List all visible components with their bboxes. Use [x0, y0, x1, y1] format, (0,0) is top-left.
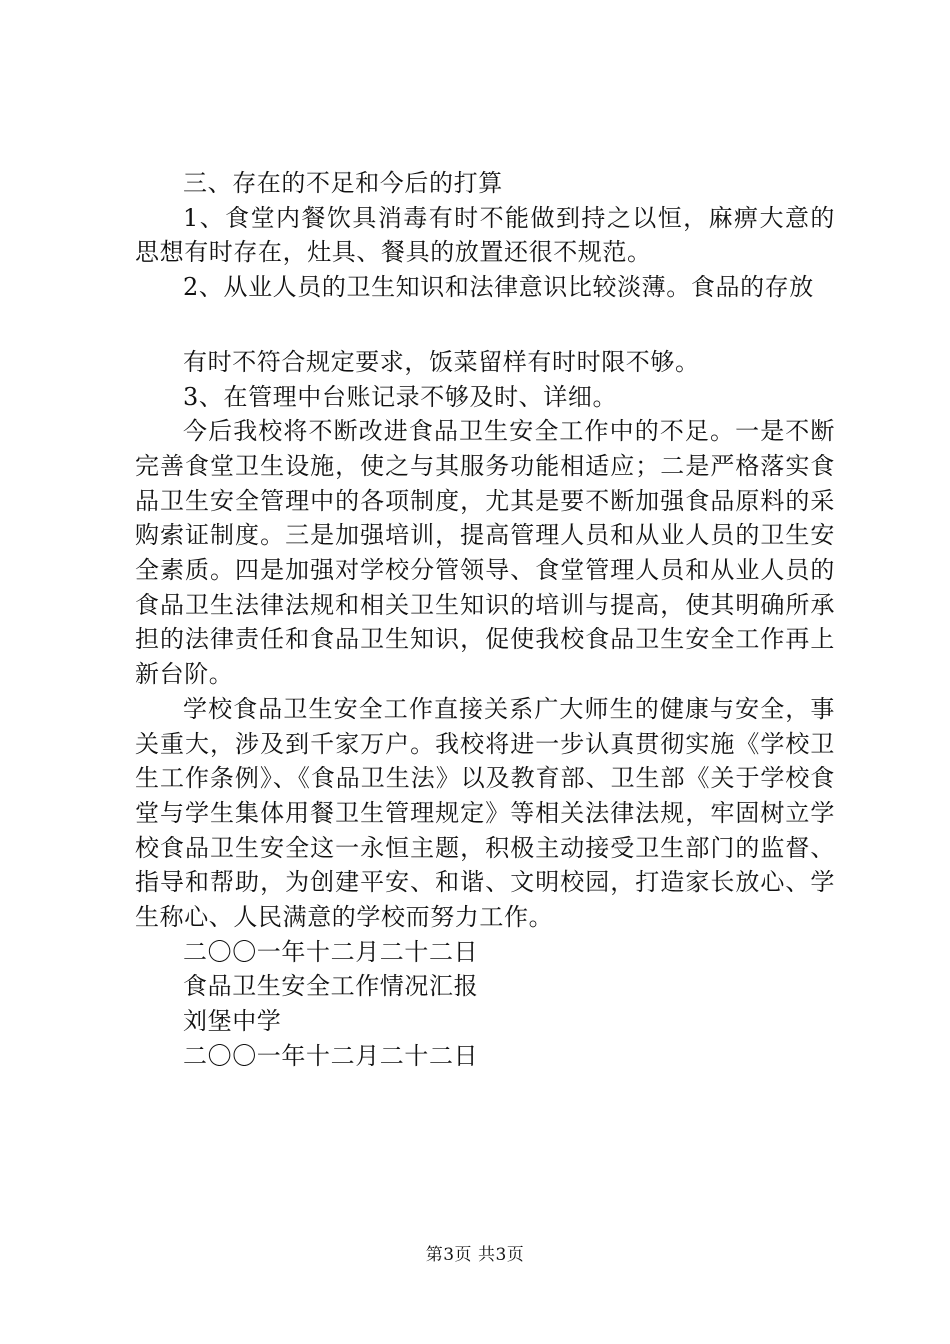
paragraph-item-1: 1、食堂内餐饮具消毒有时不能做到持之以恒，麻痹大意的思想有时存在，灶具、餐具的放置还很不规范。 [135, 203, 835, 267]
page-footer: 第3页 共3页 [425, 1245, 525, 1265]
paragraph-item-2: 2、从业人员的卫生知识和法律意识比较淡薄。食品的存放 [183, 273, 814, 302]
paragraph-improvements: 今后我校将不断改进食品卫生安全工作中的不足。一是不断完善食堂卫生设施，使之与其服务功能相适应；二是严格落实食品卫生安全管理中的各项制度，尤其是要不断加强食品原料的采购索证制度。三是加强培训，提高管理人员和从业人员的卫生安全素质。四是加强对学校分管领导、食堂管理人员和从业人员的食品卫生法律法规和相关卫生知识的培训与提高，使其明确所承担的法律责任和食品卫生知识，促使我校食品卫生安全工作再上新台阶。 [135, 417, 835, 689]
date-line-final: 二〇〇一年十二月二十二日 [183, 1041, 479, 1070]
paragraph-item-2-continued: 有时不符合规定要求，饭菜留样有时时限不够。 [183, 347, 700, 376]
date-line: 二〇〇一年十二月二十二日 [183, 937, 479, 966]
section-heading: 三、存在的不足和今后的打算 [183, 169, 503, 197]
document-body [135, 166, 835, 1074]
report-title-line: 食品卫生安全工作情况汇报 [183, 972, 479, 1001]
paragraph-item-3: 3、在管理中台账记录不够及时、详细。 [183, 382, 618, 411]
school-name: 刘堡中学 [183, 1007, 282, 1036]
paragraph-commitment: 学校食品卫生安全工作直接关系广大师生的健康与安全，事关重大，涉及到千家万户。我校将进一步认真贯彻实施《学校卫生工作条例》、《食品卫生法》以及教育部、卫生部《关于学校食堂与学生集体用餐卫生管理规定》等相关法律法规，牢固树立学校食品卫生安全这一永恒主题，积极主动接受卫生部门的监督、指导和帮助，为创建平安、和谐、文明校园，打造家长放心、学生称心、人民满意的学校而努力工作。 [135, 694, 835, 932]
